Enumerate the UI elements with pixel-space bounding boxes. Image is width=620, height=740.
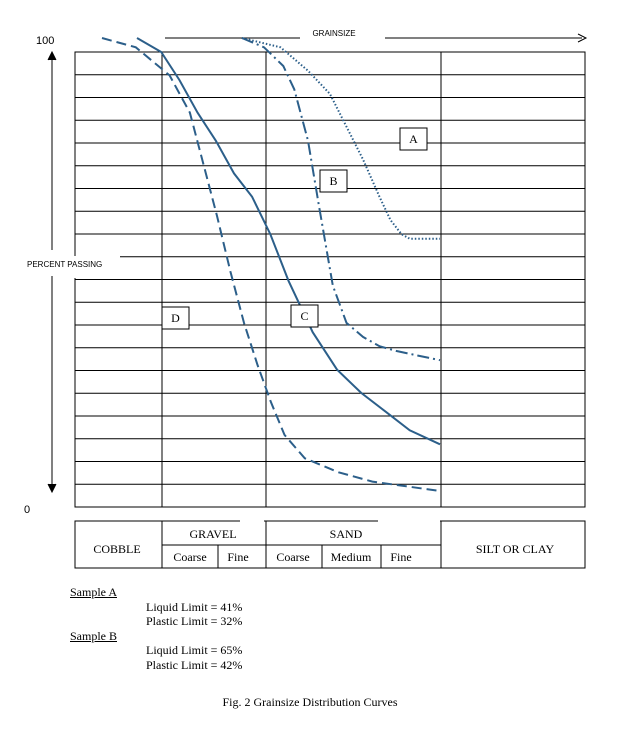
zone-gravel: GRAVEL (189, 527, 237, 541)
sample-b-plastic-limit: Plastic Limit = 42% (146, 657, 243, 672)
sample-notes (70, 585, 242, 672)
zone-sand-fine: Fine (390, 550, 412, 564)
zone-sand-medium: Medium (330, 550, 372, 564)
table-gap (378, 519, 440, 523)
sample-a-plastic-limit: Plastic Limit = 32% (146, 614, 243, 628)
curve-b (242, 38, 440, 360)
y-arrowhead-up (48, 52, 56, 60)
y-axis-label: PERCENT PASSING (27, 260, 103, 269)
curve-label-a: A (409, 132, 418, 146)
curve-d (102, 38, 440, 491)
sample-b-heading: Sample B (70, 628, 117, 643)
curve-label-b: B (329, 174, 338, 188)
table-gap (240, 519, 264, 523)
curve-label-c: C (300, 309, 309, 323)
sample-a-heading: Sample A (70, 585, 117, 599)
sample-a-liquid-limit: Liquid Limit = 41% (146, 599, 243, 614)
sample-b-liquid-limit: Liquid Limit = 65% (146, 643, 243, 657)
zone-cobble: COBBLE (93, 542, 141, 556)
y-tick-0: 0 (24, 504, 31, 516)
y-arrowhead-down (48, 484, 56, 492)
zone-gravel-coarse: Coarse (173, 550, 207, 564)
chart-title: GRAINSIZE (312, 29, 356, 38)
zone-sand-coarse: Coarse (276, 550, 310, 564)
zone-silt-clay: SILT OR CLAY (475, 542, 555, 556)
y-tick-100: 100 (36, 35, 55, 47)
zone-gravel-fine: Fine (227, 550, 249, 564)
curve-label-d: D (171, 311, 180, 325)
figure-caption: Fig. 2 Grainsize Distribution Curves (222, 695, 398, 709)
zone-sand: SAND (329, 527, 363, 541)
